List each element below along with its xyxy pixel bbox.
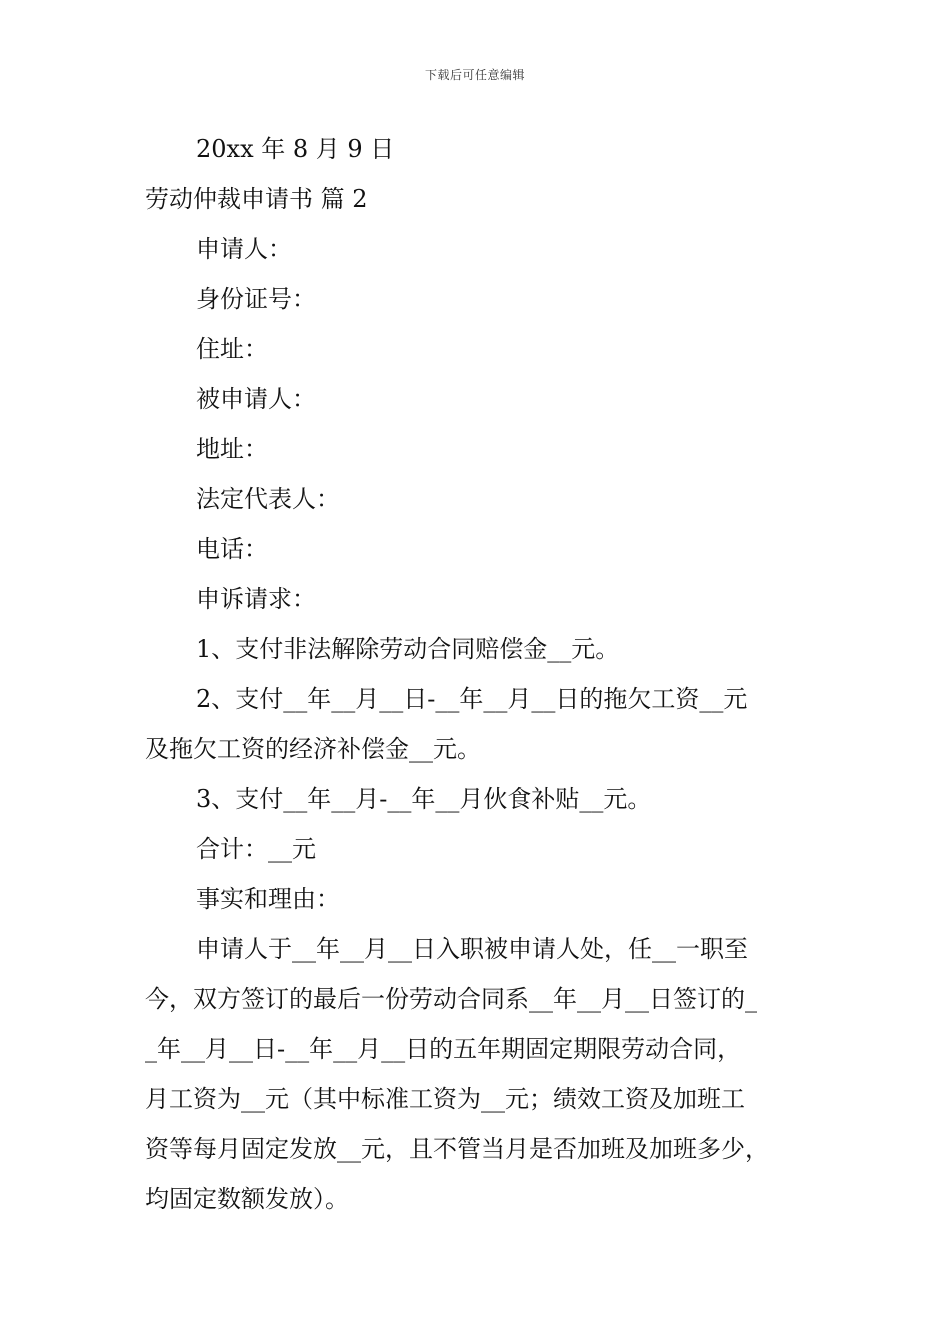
id-number-field: 身份证号： xyxy=(196,285,316,313)
header-note: 下载后可任意编辑 xyxy=(424,68,525,82)
claim-item-1: 1、支付非法解除劳动合同赔偿金__元。 xyxy=(196,635,620,663)
phone-field: 电话： xyxy=(196,535,268,563)
facts-heading: 事实和理由： xyxy=(196,885,340,913)
applicant-field: 申请人： xyxy=(196,235,292,263)
date-line: 20xx 年 8 月 9 日 xyxy=(196,135,395,163)
respondent-field: 被申请人： xyxy=(196,385,316,413)
claims-heading: 申诉请求： xyxy=(196,585,316,613)
facts-paragraph-line-3: _年__月__日-__年__月__日的五年期固定期限劳动合同， xyxy=(145,1035,742,1063)
facts-paragraph-line-2: 今，双方签订的最后一份劳动合同系__年__月__日签订的_ xyxy=(145,985,757,1013)
legal-representative-field: 法定代表人： xyxy=(196,485,340,513)
claim-item-3: 3、支付__年__月-__年__月伙食补贴__元。 xyxy=(196,785,652,813)
facts-paragraph-line-4: 月工资为__元（其中标准工资为__元；绩效工资及加班工 xyxy=(145,1085,745,1113)
respondent-address-field: 地址： xyxy=(196,435,268,463)
claim-item-2: 2、支付__年__月__日-__年__月__日的拖欠工资__元 xyxy=(196,685,748,713)
address-field: 住址： xyxy=(196,335,268,363)
total-line: 合计：__元 xyxy=(196,835,316,863)
facts-paragraph-line-5: 资等每月固定发放__元，且不管当月是否加班及加班多少， xyxy=(145,1135,769,1163)
facts-paragraph-line-6: 均固定数额发放）。 xyxy=(145,1185,349,1213)
document-title: 劳动仲裁申请书 篇 2 xyxy=(145,185,368,213)
claim-item-2-continued: 及拖欠工资的经济补偿金__元。 xyxy=(145,735,481,763)
facts-paragraph-line-1: 申请人于__年__月__日入职被申请人处，任__一职至 xyxy=(196,935,748,963)
